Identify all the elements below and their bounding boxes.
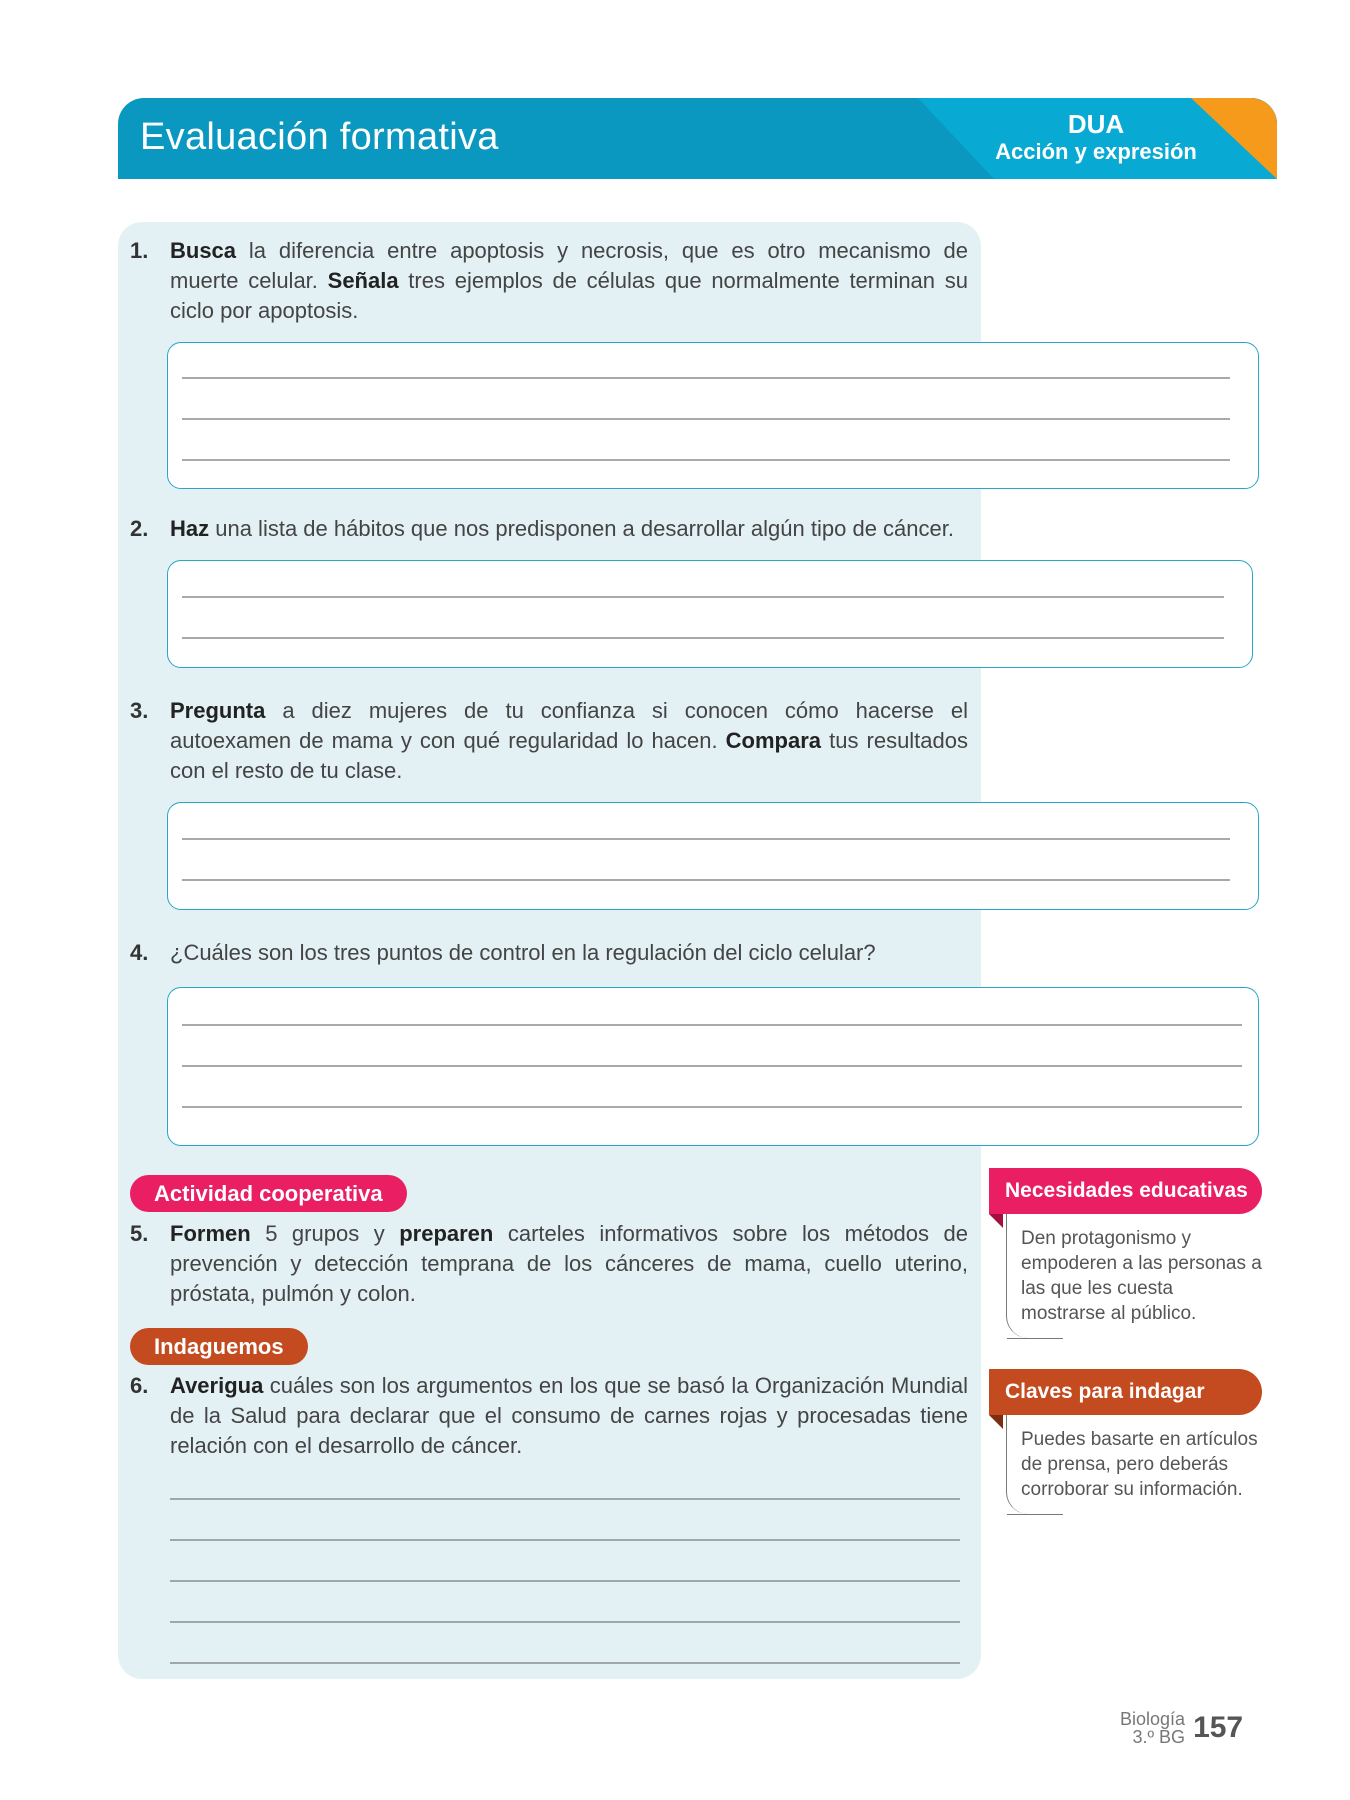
answer-line[interactable]: [182, 838, 1230, 840]
question-1: [130, 236, 968, 326]
answer-line[interactable]: [182, 377, 1230, 379]
answer-line[interactable]: [182, 879, 1230, 881]
note-necesidades-educativas: [989, 1168, 1262, 1338]
dua-badge-subtitle: Acción y expresión: [995, 139, 1197, 164]
answer-line[interactable]: [182, 459, 1230, 461]
question-6: [130, 1371, 968, 1461]
answer-box-4[interactable]: [167, 987, 1259, 1146]
note-fold: [989, 1415, 1003, 1429]
answer-box-1[interactable]: [167, 342, 1259, 489]
answer-box-3[interactable]: [167, 802, 1259, 910]
question-verb: Averigua: [170, 1373, 264, 1398]
answer-line[interactable]: [182, 1024, 1242, 1026]
answer-line[interactable]: [182, 637, 1224, 639]
answer-line[interactable]: [170, 1580, 960, 1582]
question-verb: Haz: [170, 516, 210, 541]
grade-level: 3.º BG: [1132, 1727, 1186, 1747]
note-claves-para-indagar: [989, 1369, 1262, 1514]
page-title: Evaluación formativa: [140, 116, 499, 158]
question-text: ¿Cuáles son los tres puntos de control en la regulación del ciclo celular?: [170, 940, 876, 965]
question-2: [130, 514, 968, 544]
question-text: Busca la diferencia entre apoptosis y necrosis, que es otro mecanismo de muerte celular. Señala tres ejemplos de células que normalmente terminan su ciclo por apoptosis.: [170, 238, 968, 323]
question-3: [130, 696, 968, 786]
answer-line[interactable]: [182, 596, 1224, 598]
answer-line[interactable]: [170, 1498, 960, 1500]
question-verb: Señala: [327, 268, 399, 293]
dua-badge: [981, 110, 1211, 166]
question-number: 6.: [130, 1373, 149, 1398]
note-body: Den protagonismo y empoderen a las personas a las que les cuesta mostrarse al público.: [1006, 1214, 1262, 1338]
answer-line[interactable]: [170, 1621, 960, 1623]
question-verb: Compara: [725, 728, 822, 753]
question-verb: preparen: [399, 1221, 494, 1246]
question-verb: Pregunta: [170, 698, 266, 723]
question-verb: Formen: [170, 1221, 251, 1246]
question-4: [130, 938, 968, 968]
question-text: Pregunta a diez mujeres de tu confianza si conocen cómo hacerse el autoexamen de mama y con qué regularidad lo hacen. Compara tus resultados con el resto de tu clase.: [170, 698, 969, 783]
answer-box-2[interactable]: [167, 560, 1253, 668]
question-text: Haz una lista de hábitos que nos predisponen a desarrollar algún tipo de cáncer.: [170, 516, 954, 541]
footer-subject: [1120, 1710, 1185, 1746]
answer-line[interactable]: [182, 418, 1230, 420]
note-title: Necesidades educativas: [989, 1168, 1262, 1214]
answer-line[interactable]: [170, 1539, 960, 1541]
note-body: Puedes basarte en artículos de prensa, pero deberás corroborar su información.: [1006, 1415, 1262, 1514]
page-footer: [1120, 1710, 1243, 1746]
question-number: 1.: [130, 238, 149, 263]
question-number: 4.: [130, 940, 149, 965]
answer-line[interactable]: [170, 1662, 960, 1664]
dua-badge-title: DUA: [1067, 109, 1125, 139]
question-number: 3.: [130, 698, 149, 723]
question-text: Formen 5 grupos y preparen carteles informativos sobre los métodos de prevención y detección temprana de los cánceres de mama, cuello uterino, próstata, pulmón y colon.: [170, 1221, 968, 1306]
question-verb: Busca: [170, 238, 237, 263]
cooperative-activity-label: Actividad cooperativa: [130, 1175, 407, 1212]
answer-line[interactable]: [182, 1065, 1242, 1067]
question-5: [130, 1219, 968, 1309]
answer-line[interactable]: [182, 1106, 1242, 1108]
section-header: [118, 98, 1277, 179]
inquiry-label: Indaguemos: [130, 1328, 308, 1365]
question-number: 5.: [130, 1221, 149, 1246]
question-number: 2.: [130, 516, 149, 541]
subject-name: Biología: [1120, 1709, 1186, 1729]
question-text: Averigua cuáles son los argumentos en los que se basó la Organización Mundial de la Salud para declarar que el consumo de carnes rojas y procesadas tiene relación con el desarrollo de cáncer.: [170, 1373, 968, 1458]
note-fold: [989, 1214, 1003, 1228]
page-number: 157: [1193, 1711, 1244, 1744]
note-title: Claves para indagar: [989, 1369, 1262, 1415]
